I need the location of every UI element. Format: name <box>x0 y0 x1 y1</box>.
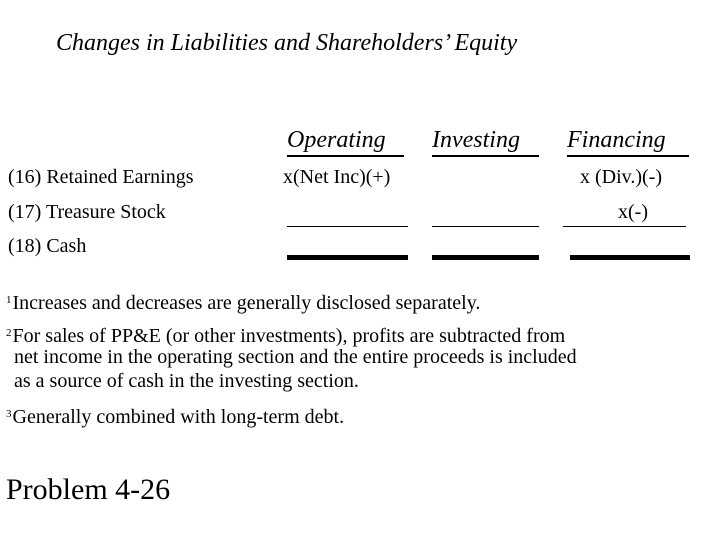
financing-header-underline <box>567 155 689 157</box>
row-label-treasury-stock: (17) Treasure Stock <box>8 201 166 223</box>
investing-header-underline <box>432 155 539 157</box>
footnote-1 <box>6 288 480 315</box>
footnote-2-continuation-2: as a source of cash in the investing section. <box>14 370 359 392</box>
retained-earnings-financing-value: x (Div.)(-) <box>580 166 663 188</box>
footnote-3-text: Generally combined with long-term debt. <box>12 406 345 428</box>
column-header-operating: Operating <box>287 127 386 153</box>
footnote-2-marker: 2 <box>6 327 12 339</box>
footnote-2-text: For sales of PP&E (or other investments), profits are subtracted from <box>12 325 566 347</box>
financing-total-line <box>570 255 690 260</box>
footnote-2-continuation-1: net income in the operating section and the entire proceeds is included <box>14 346 577 368</box>
operating-total-line <box>287 255 408 260</box>
footnote-1-text: Increases and decreases are generally disclosed separately. <box>12 292 481 314</box>
slide-title: Changes in Liabilities and Shareholders’ Equity <box>56 30 518 56</box>
footnote-1-marker: 1 <box>6 294 12 306</box>
investing-subtotal-line <box>432 226 539 227</box>
financing-subtotal-line <box>563 226 686 227</box>
footnote-3 <box>6 402 344 429</box>
column-header-investing: Investing <box>432 127 520 153</box>
column-header-financing: Financing <box>567 127 666 153</box>
retained-earnings-operating-value: x(Net Inc)(+) <box>283 166 391 188</box>
operating-header-underline <box>287 155 404 157</box>
problem-label: Problem 4-26 <box>6 473 171 506</box>
row-label-cash: (18) Cash <box>8 235 87 257</box>
operating-subtotal-line <box>287 226 408 227</box>
investing-total-line <box>432 255 539 260</box>
row-label-retained-earnings: (16) Retained Earnings <box>8 166 194 188</box>
treasury-stock-financing-value: x(-) <box>618 201 648 223</box>
footnote-3-marker: 3 <box>6 408 12 420</box>
footnote-2 <box>6 321 565 348</box>
